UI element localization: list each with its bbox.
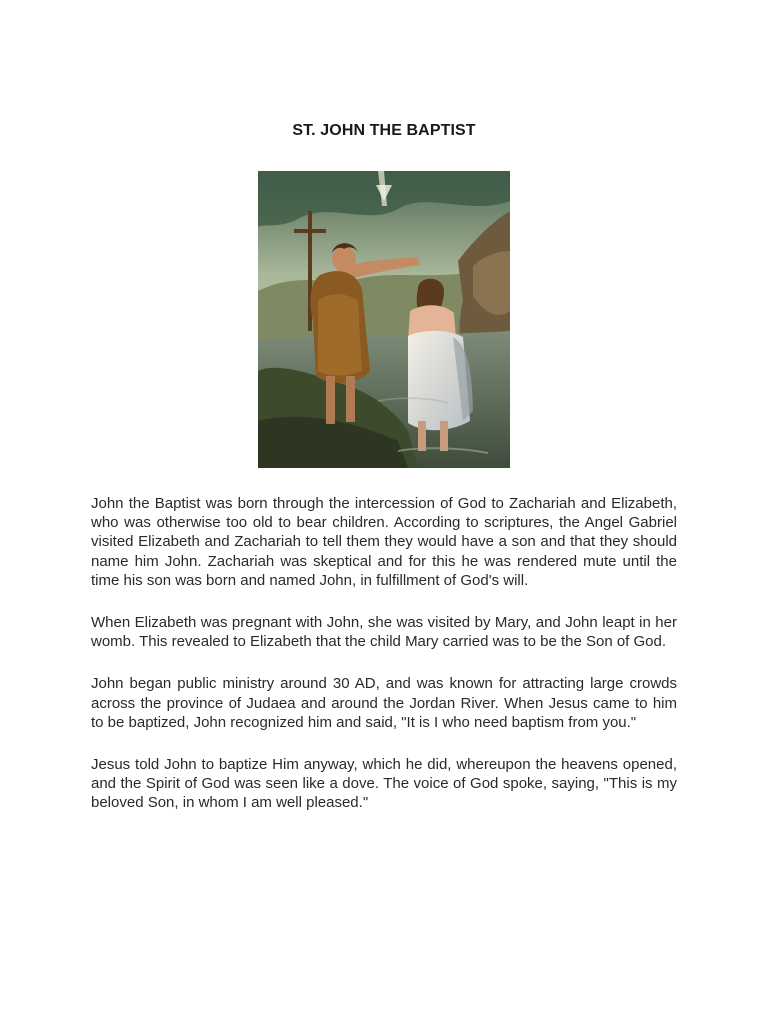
paragraph-birth: John the Baptist was born through the intercession of God to Zachariah and Elizabeth, who was otherwise too old to bear children. According to scriptures, the Angel Gabriel visited Elizabeth and Zachariah to tell them they would have a son and that they should name him John. Zachariah was skeptical and for this he was rendered mute until the time his son was born and named John, in fulfillment of God's will. [91, 495, 677, 589]
article-body [91, 494, 677, 836]
paragraph-baptism: Jesus told John to baptize Him anyway, which he did, whereupon the heavens opened, and the Spirit of God was seen like a dove. The voice of God spoke, saying, "This is my beloved Son, in whom I am well pleased." [91, 756, 677, 812]
paragraph-ministry: John began public ministry around 30 AD, and was known for attracting large crowds across the province of Judaea and around the Jordan River. When Jesus came to him to be baptized, John recognized him and said, "It is I who need baptism from you." [91, 675, 677, 731]
baptism-painting-icon [258, 171, 510, 468]
paragraph-visitation: When Elizabeth was pregnant with John, she was visited by Mary, and John leapt in her womb. This revealed to Elizabeth that the child Mary carried was to be the Son of God. [91, 614, 677, 651]
page-title: ST. JOHN THE BAPTIST [292, 122, 476, 139]
